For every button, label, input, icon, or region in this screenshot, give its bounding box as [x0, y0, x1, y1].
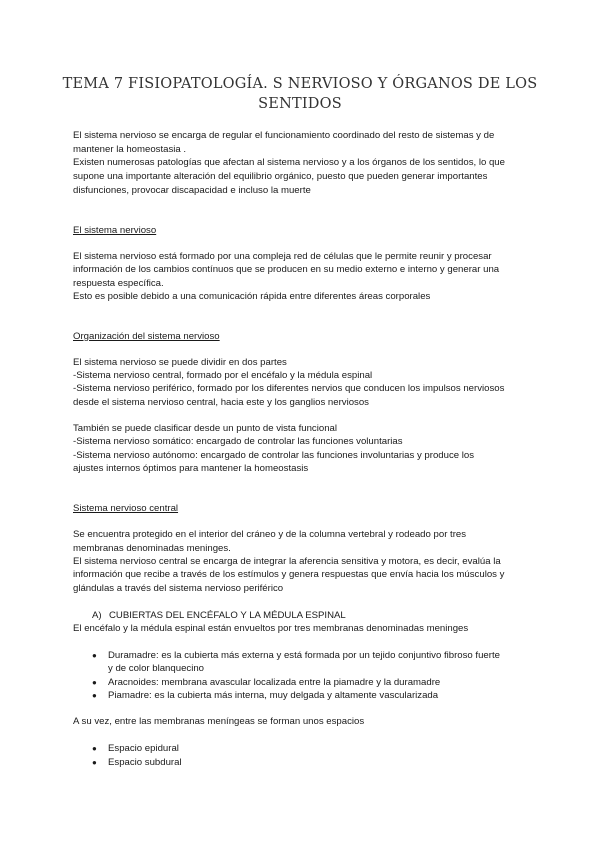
- intro-line: disfunciones, provocar discapacidad e incluso la muerte: [73, 185, 311, 196]
- paragraph-line: desde el sistema nervioso central, hacia este y los ganglios nerviosos: [73, 397, 369, 408]
- paragraph-line: membranas denominadas meninges.: [73, 543, 231, 554]
- section-heading-organizacion: Organización del sistema nervioso: [73, 331, 220, 342]
- paragraph-line: El encéfalo y la médula espinal están envueltos por tres membranas denominadas meninges: [73, 623, 469, 634]
- title-line-2: SENTIDOS: [258, 96, 342, 112]
- intro-line: Existen numerosas patologías que afectan al sistema nervioso y a los órganos de los sentidos, lo que: [73, 157, 505, 168]
- paragraph-line: También se puede clasificar desde un punto de vista funcional: [73, 423, 337, 434]
- paragraph-line: -Sistema nervioso somático: encargado de controlar las funciones voluntarias: [73, 436, 403, 447]
- paragraph-line: información que recibe a través de los estímulos y genera respuestas que envía hacia los músculos y: [73, 569, 505, 580]
- intro-line: supone una importante alteración del equilibrio orgánico, puesto que pueden generar importantes: [73, 171, 488, 182]
- intro-line: mantener la homeostasia .: [73, 144, 187, 155]
- section-heading-snc: Sistema nervioso central: [73, 503, 179, 514]
- paragraph-line: El sistema nervioso central se encarga de integrar la aferencia sensitiva y motora, es decir, evalúa la: [73, 556, 501, 567]
- paragraph-line: -Sistema nervioso periférico, formado por los diferentes nervios que conducen los impulsos nerviosos: [73, 383, 505, 394]
- paragraph-line: ajustes internos óptimos para mantener la homeostasis: [73, 463, 309, 474]
- section-heading-sistema-nervioso: El sistema nervioso: [73, 225, 157, 236]
- paragraph-line: Esto es posible debido a una comunicación rápida entre diferentes áreas corporales: [73, 291, 431, 302]
- paragraph-line: respuesta específica.: [73, 278, 164, 289]
- paragraph-line: -Sistema nervioso autónomo: encargado de controlar las funciones involuntarias y produce los: [73, 450, 475, 461]
- list-item: ● Duramadre: es la cubierta más externa y está formada por un tejido conjuntivo fibroso fuerte: [92, 650, 500, 661]
- intro-line: El sistema nervioso se encarga de regular el funcionamiento coordinado del resto de sistemas y de: [73, 130, 495, 141]
- bullet-icon: ●: [92, 758, 97, 767]
- paragraph-line: A su vez, entre las membranas meníngeas se forman unos espacios: [73, 716, 365, 727]
- paragraph-line: información de los cambios contínuos que se producen en su medio externo e interno y generar una: [73, 264, 500, 275]
- bullet-icon: ●: [92, 678, 97, 687]
- paragraph-line: El sistema nervioso se puede dividir en dos partes: [73, 357, 287, 368]
- paragraph-line: glándulas a través del sistema nervioso periférico: [73, 583, 284, 594]
- title-line-1: TEMA 7 FISIOPATOLOGÍA. S NERVIOSO Y ÓRGANOS DE LOS: [62, 76, 538, 92]
- list-item: ● Espacio epidural: [92, 743, 179, 754]
- bullet-icon: ●: [92, 651, 97, 660]
- list-item: ● Aracnoides: membrana avascular localizada entre la piamadre y la duramadre: [92, 677, 441, 688]
- subsection-letter: A): [92, 610, 102, 621]
- bullet-icon: ●: [92, 744, 97, 753]
- subsection-heading: [92, 609, 346, 622]
- bullet-icon: ●: [92, 691, 97, 700]
- paragraph-line: El sistema nervioso está formado por una compleja red de células que le permite reunir y procesar: [73, 251, 492, 262]
- paragraph-line: -Sistema nervioso central, formado por el encéfalo y la médula espinal: [73, 370, 373, 381]
- list-item: ● Espacio subdural: [92, 757, 182, 768]
- subsection-title: CUBIERTAS DEL ENCÉFALO Y LA MÉDULA ESPINAL: [109, 610, 346, 621]
- document-title: [60, 74, 540, 114]
- paragraph-line: Se encuentra protegido en el interior del cráneo y de la columna vertebral y rodeado por tres: [73, 529, 467, 540]
- list-item: ● Piamadre: es la cubierta más interna, muy delgada y altamente vascularizada: [92, 690, 439, 701]
- list-item-continuation: y de color blanquecino: [108, 663, 205, 674]
